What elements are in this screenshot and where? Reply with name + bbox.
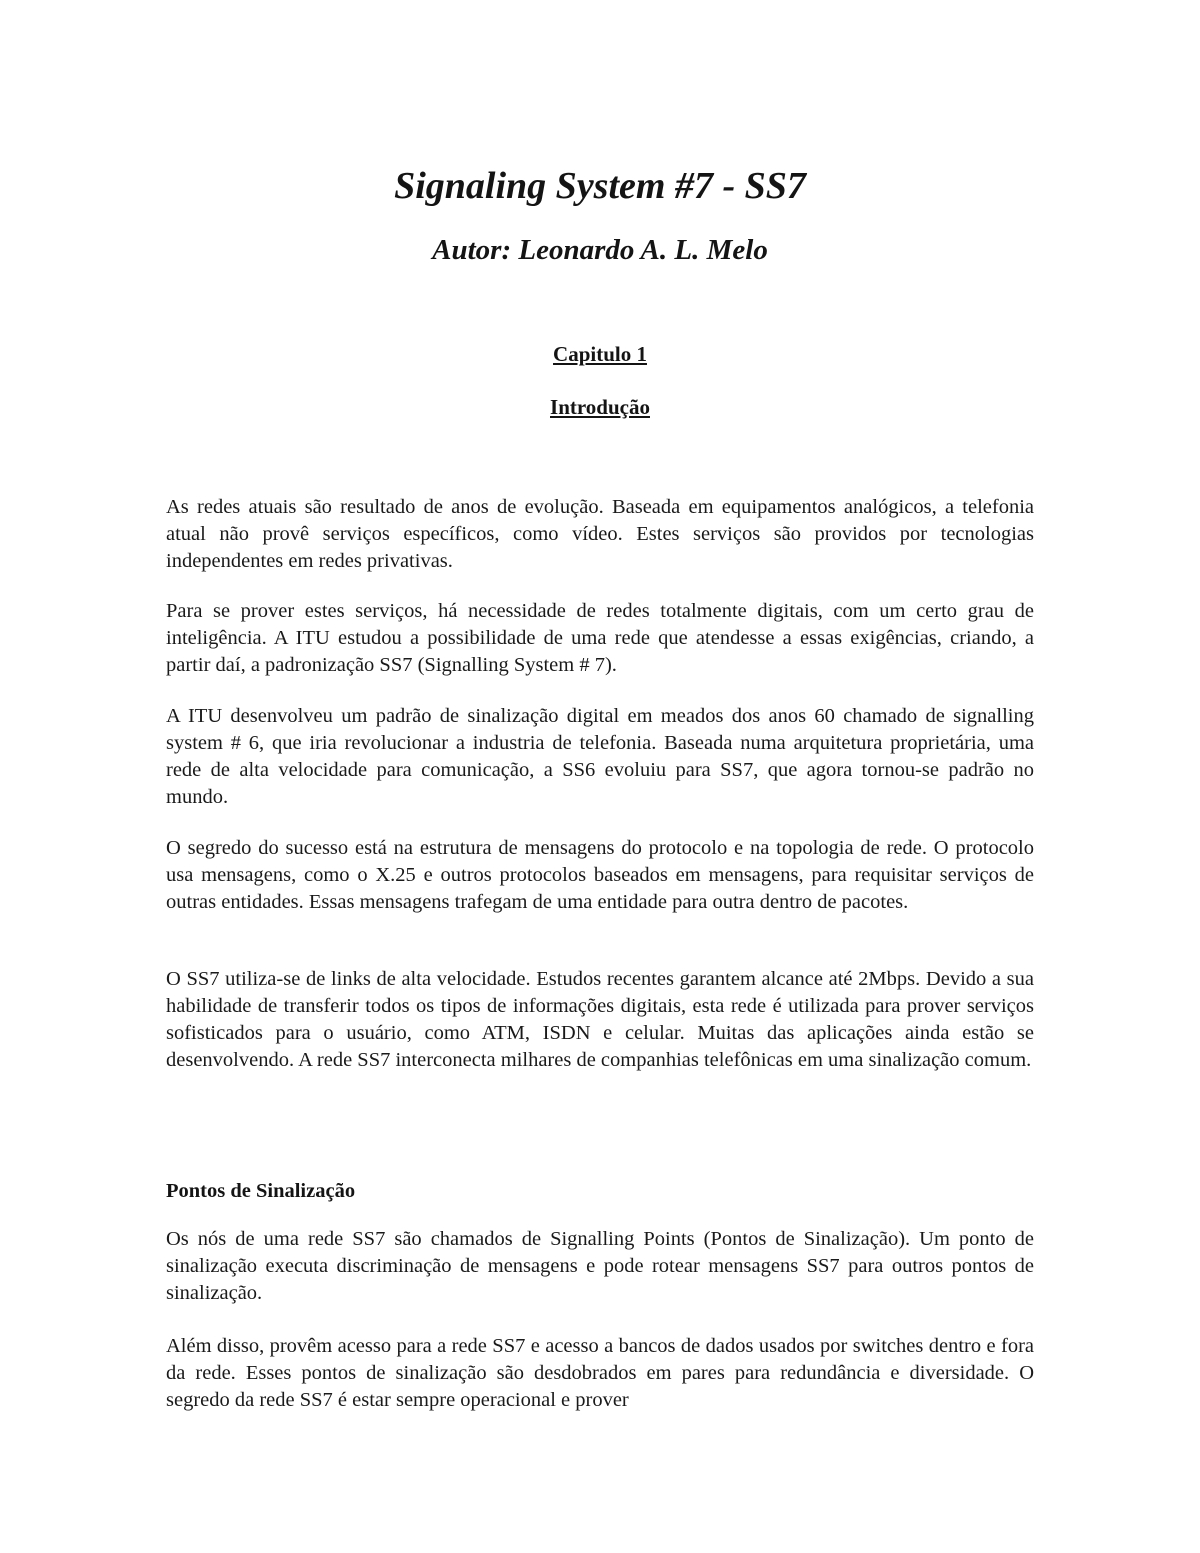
chapter-number: Capitulo 1 bbox=[553, 342, 647, 366]
document-author: Autor: Leonardo A. L. Melo bbox=[432, 234, 768, 266]
chapter-title: Introdução bbox=[550, 395, 650, 419]
paragraph: A ITU desenvolveu um padrão de sinalização digital em meados dos anos 60 chamado de signalling system # 6, que iria revolucionar a industria de telefonia. Baseada numa arquitetura proprietária, uma rede de alta velocidade para comunicação, a SS6 evoluiu para SS7, que agora tornou-se padrão no mundo. bbox=[166, 705, 1034, 808]
paragraph: Para se prover estes serviços, há necessidade de redes totalmente digitais, com um certo grau de inteligência. A ITU estudou a possibilidade de uma rede que atendesse a essas exigências, criando, a partir daí, a padronização SS7 (Signalling System # 7). bbox=[166, 600, 1034, 676]
paragraph: O segredo do sucesso está na estrutura de mensagens do protocolo e na topologia de rede. O protocolo usa mensagens, como o X.25 e outros protocolos baseados em mensagens, para requisitar serviços de outras entidades. Essas mensagens trafegam de uma entidade para outra dentro de pacotes. bbox=[166, 837, 1034, 913]
paragraph: Além disso, provêm acesso para a rede SS7 e acesso a bancos de dados usados por switches dentro e fora da rede. Esses pontos de sinalização são desdobrados em pares para redundância e diversidade. O segredo da rede SS7 é estar sempre operacional e prover bbox=[166, 1335, 1034, 1411]
paragraph: Os nós de uma rede SS7 são chamados de Signalling Points (Pontos de Sinalização). Um ponto de sinalização executa discriminação de mensagens e pode rotear mensagens SS7 para outros pontos de sinalização. bbox=[166, 1228, 1034, 1304]
section-heading: Pontos de Sinalização bbox=[166, 1180, 356, 1202]
paragraph: As redes atuais são resultado de anos de evolução. Baseada em equipamentos analógicos, a telefonia atual não provê serviços específicos, como vídeo. Estes serviços são providos por tecnologias independentes em redes privativas. bbox=[166, 496, 1034, 572]
paragraph: O SS7 utiliza-se de links de alta velocidade. Estudos recentes garantem alcance até 2Mbps. Devido a sua habilidade de transferir todos os tipos de informações digitais, esta rede é utilizada para prover serviços sofisticados para o usuário, como ATM, ISDN e celular. Muitas das aplicações ainda estão se desenvolvendo. A rede SS7 interconecta milhares de companhias telefônicas em uma sinalização comum. bbox=[166, 968, 1034, 1071]
document-title: Signaling System #7 - SS7 bbox=[394, 165, 806, 207]
